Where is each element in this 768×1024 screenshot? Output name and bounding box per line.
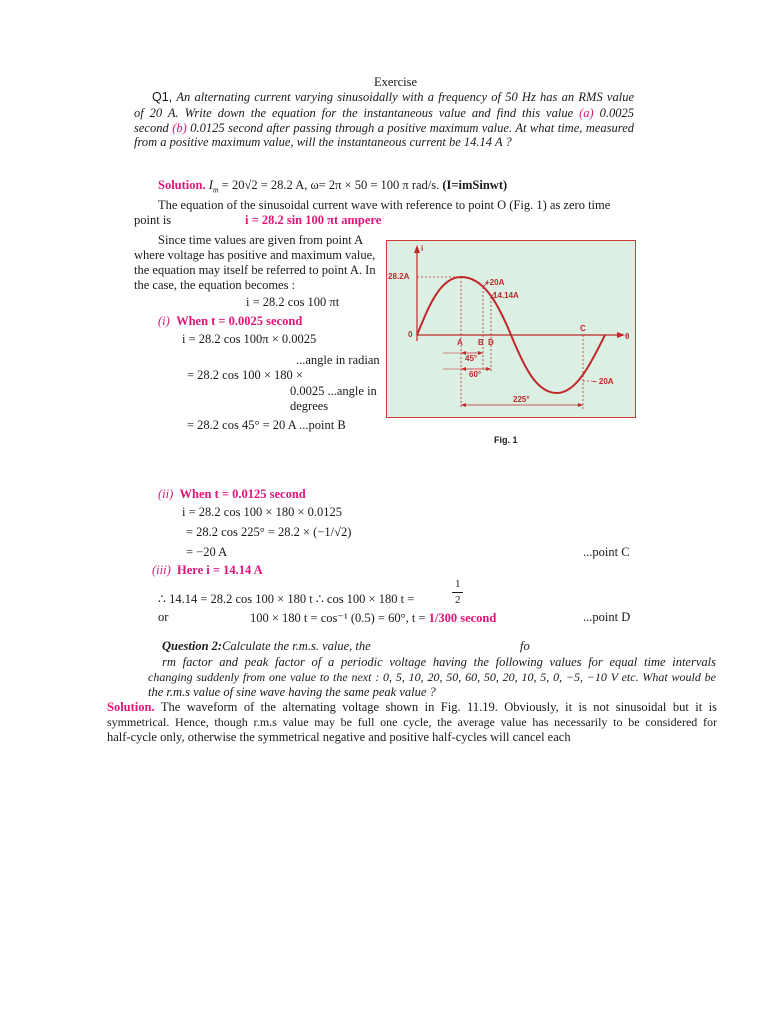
frac-bar <box>452 592 463 593</box>
q2-line4: the r.m.s value of sine wave having the same peak value ? <box>148 685 436 699</box>
label-60: 60° <box>469 370 482 379</box>
para2-line2: where voltage has positive and maximum value, <box>134 248 376 262</box>
para2-line4: the case, the equation becomes : <box>134 278 296 292</box>
part-i-label: (i) <box>158 314 170 328</box>
label-minus20: − 20A <box>592 377 614 386</box>
q2-text-2: rm factor and peak factor of a periodic voltage having the following values for equal time intervals <box>162 655 716 669</box>
part-iii-label: (iii) <box>152 563 171 577</box>
q1-part-a: (a) <box>579 106 594 120</box>
solution1-label: Solution. <box>158 178 206 192</box>
label-plus20: +20A <box>485 278 505 287</box>
q1-text-3c: 0.0125 second after passing through a positive maximum value. At what time, measured <box>190 121 634 135</box>
sine-wave-graph <box>387 241 634 416</box>
solution2-line1 <box>107 700 717 715</box>
part-i-text: When t = 0.0025 second <box>176 314 303 328</box>
part-ii-line1: i = 28.2 cos 100 × 180 × 0.0125 <box>182 505 343 519</box>
part-ii-point: ...point C <box>583 545 630 559</box>
label-A: A <box>457 338 463 347</box>
solution2-text-1: The waveform of the alternating voltage shown in Fig. 11.19. Obviously, it is not sinusoidal but it is <box>160 700 718 714</box>
part-i-line2: ...angle in radian <box>296 353 380 367</box>
eq2: i = 28.2 sin 100 πt ampere <box>245 213 382 227</box>
label-D: D <box>488 338 494 347</box>
eq1-text: = 20√2 = 28.2 A, ω= 2π × 50 = 100 π rad/s. <box>221 178 440 192</box>
part-ii-line2: = 28.2 cos 225° = 28.2 × (−1/√2) <box>186 525 352 539</box>
solution2-label: Solution. <box>107 700 155 714</box>
solution2-line2 <box>107 715 717 730</box>
frac-den: 2 <box>455 594 461 606</box>
part-iii-heading <box>152 563 263 578</box>
part-i-line6: = 28.2 cos 45° = 20 A ...point B <box>187 418 346 432</box>
part-ii-text: When t = 0.0125 second <box>179 487 306 501</box>
label-1414: 14.14A <box>493 291 519 300</box>
label-225: 225° <box>513 395 530 404</box>
part-iii-line2-text: 100 × 180 t = cos⁻¹ (0.5) = 60°, t = <box>250 611 426 625</box>
para2-line1: Since time values are given from point A <box>158 233 364 247</box>
label-origin: 0 <box>408 330 413 339</box>
q2-label: Question 2: <box>162 639 223 653</box>
figure-caption: Fig. 1 <box>494 435 518 445</box>
q1-text-3a: second <box>134 121 169 135</box>
q1-text-2: of 20 A. Write down the equation for the instantaneous value and find this value <box>134 106 574 120</box>
figure-1 <box>386 240 636 418</box>
q2-line1 <box>162 639 371 654</box>
label-theta: θ <box>625 332 630 341</box>
part-i-line1: i = 28.2 cos 100π × 0.0025 <box>182 332 317 346</box>
im-subscript: m <box>212 185 219 195</box>
part-iii-text: Here i = 14.14 A <box>177 563 263 577</box>
label-peak: 28.2A <box>388 272 410 281</box>
q2-text-3: changing suddenly from one value to the next : 0, 5, 10, 20, 50, 60, 50, 20, 10, 5, 0, −5, −10 V etc. What would be <box>148 670 716 684</box>
page-title: Exercise <box>374 75 418 89</box>
q1-line3 <box>134 121 634 136</box>
q2-line3 <box>148 670 716 685</box>
q1-part-b: (b) <box>172 121 187 135</box>
part-iii-line2 <box>250 610 496 626</box>
eq3: i = 28.2 cos 100 πt <box>246 295 340 309</box>
part-i-line4: 0.0025 ...angle in <box>290 384 377 398</box>
frac-num: 1 <box>455 578 461 590</box>
part-i-line3: = 28.2 cos 100 × 180 × <box>187 368 303 382</box>
q2-text-1: Calculate the r.m.s. value, the <box>222 639 371 653</box>
label-45: 45° <box>465 354 478 363</box>
solution2-text-2: symmetrical. Hence, though r.m.s value may be full one cycle, the average value has necessarily to be considered for <box>107 715 717 729</box>
part-iii-or: or <box>158 610 169 624</box>
q2-line1-right: fo <box>520 639 530 653</box>
eq1-bold: (I=imSinwt) <box>442 178 508 192</box>
para1-line1: The equation of the sinusoidal current wave with reference to point O (Fig. 1) as zero time <box>158 198 611 212</box>
q1-text-1: An alternating current varying sinusoidally with a frequency of 50 Hz has an RMS value <box>176 90 634 104</box>
solution1-eq1 <box>158 178 507 195</box>
part-ii-label: (ii) <box>158 487 174 501</box>
q1-label: Q1, <box>152 90 173 104</box>
label-B: B <box>478 338 484 347</box>
label-i: i <box>421 244 424 253</box>
label-C: C <box>580 324 586 333</box>
part-iii-line1: ∴ 14.14 = 28.2 cos 100 × 180 t ∴ cos 100 × 180 t = <box>158 592 415 606</box>
part-ii-heading <box>158 487 306 502</box>
q1-line2 <box>134 106 634 121</box>
part-iii-point: ...point D <box>583 610 631 624</box>
part-i-heading <box>158 314 302 329</box>
part-ii-line3: = −20 A <box>186 545 228 559</box>
para1-line2: point is <box>134 213 172 227</box>
part-i-line5: degrees <box>290 399 329 413</box>
q1-line1 <box>152 90 634 105</box>
q2-line2 <box>162 655 716 670</box>
part-iii-answer: 1/300 second <box>428 611 497 625</box>
q1-text-2c: 0.0025 <box>599 106 635 120</box>
solution2-line3: half-cycle only, otherwise the symmetrical negative and positive half-cycles will cancel each <box>107 730 571 744</box>
q1-line4: from a positive maximum value, will the instantaneous current be 14.14 A ? <box>134 135 512 149</box>
para2-line3: the equation may itself be referred to point A. In <box>134 263 376 277</box>
im-symbol: I <box>208 178 213 192</box>
